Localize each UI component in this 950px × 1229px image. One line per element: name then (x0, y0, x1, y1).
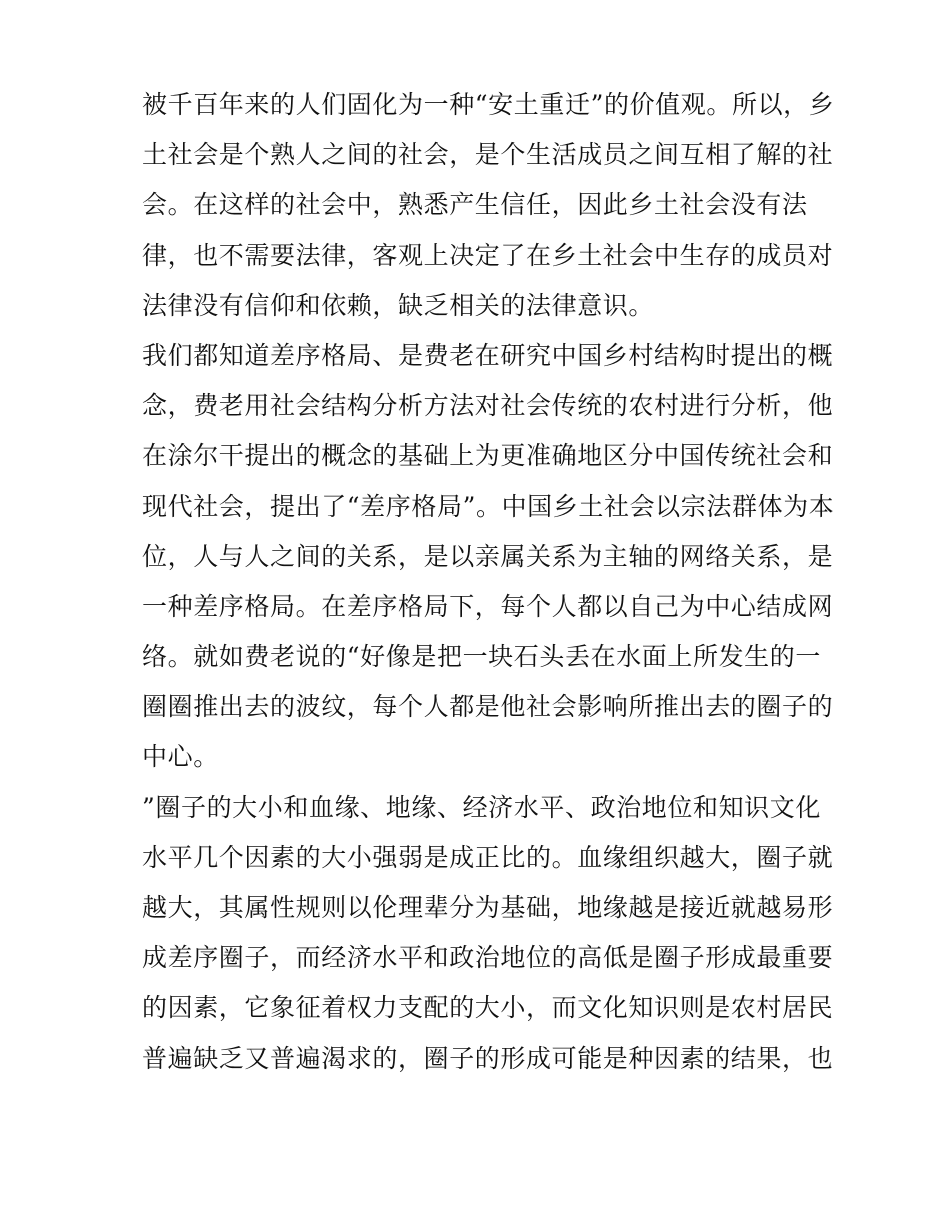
text-line: 圈圈推出去的波纹，每个人都是他社会影响所推出去的圈子的 (142, 692, 834, 722)
document-body (142, 80, 835, 1084)
text-line: 的因素，它象征着权力支配的大小，而文化知识则是农村居民 (142, 993, 834, 1023)
text-line: 中心。 (142, 742, 219, 772)
text-line: 络。就如费老说的“好像是把一块石头丢在水面上所发生的一 (142, 642, 821, 672)
text-line: 会。在这样的社会中，熟悉产生信任，因此乡土社会没有法 (142, 190, 808, 220)
text-line: 律，也不需要法律，客观上决定了在乡土社会中生存的成员对 (142, 240, 834, 270)
text-line: 水平几个因素的大小强弱是成正比的。血缘组织越大，圈子就 (142, 842, 834, 872)
text-line: 现代社会，提出了“差序格局”。中国乡土社会以宗法群体为本 (142, 491, 835, 521)
text-line: 一种差序格局。在差序格局下，每个人都以自己为中心结成网 (142, 591, 834, 621)
text-line: 越大，其属性规则以伦理辈分为基础，地缘越是接近就越易形 (142, 893, 834, 922)
text-line: 我们都知道差序格局、是费老在研究中国乡村结构时提出的概 (142, 340, 834, 370)
text-line: 在涂尔干提出的概念的基础上为更准确地区分中国传统社会和 (142, 441, 834, 471)
text-line: ”圈子的大小和血缘、地缘、经济水平、政治地位和知识文化 (142, 792, 821, 822)
text-line: 念，费老用社会结构分析方法对社会传统的农村进行分析，他 (142, 391, 834, 421)
text-line: 法律没有信仰和依赖，缺乏相关的法律意识。 (142, 290, 655, 320)
text-line: 被千百年来的人们固化为一种“安土重迁”的价值观。所以，乡 (142, 90, 835, 119)
text-line: 土社会是个熟人之间的社会，是个生活成员之间互相了解的社 (142, 140, 834, 170)
text-line: 位，人与人之间的关系，是以亲属关系为主轴的网络关系，是 (142, 541, 834, 571)
text-line: 普遍缺乏又普遍渴求的，圈子的形成可能是种因素的结果，也 (142, 1043, 834, 1073)
text-line: 成差序圈子，而经济水平和政治地位的高低是圈子形成最重要 (142, 943, 834, 973)
